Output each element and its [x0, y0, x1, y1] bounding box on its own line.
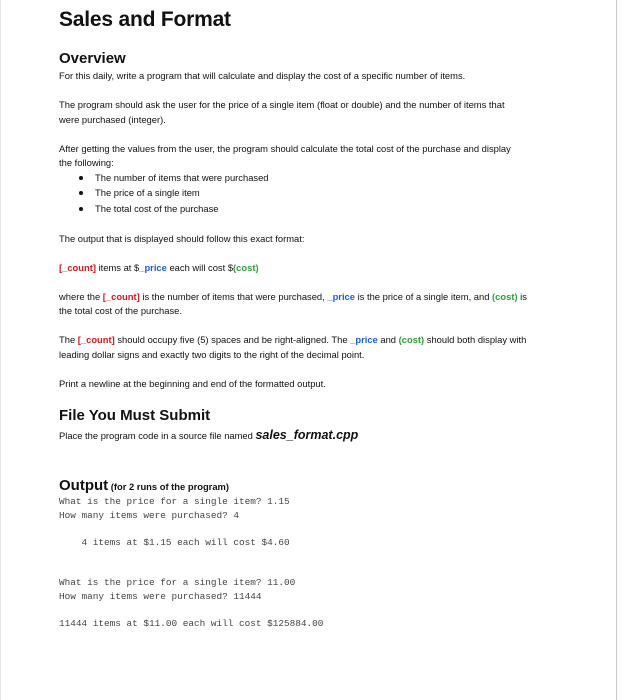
run2-result: 11444 items at $11.00 each will cost $125884.00 — [59, 618, 324, 629]
output-heading — [59, 477, 229, 494]
format-text: each will cost $ — [166, 262, 234, 273]
output-heading-text: Output — [59, 477, 109, 494]
cost-token: (cost) — [233, 262, 259, 273]
bullet-dot — [79, 207, 83, 211]
where-text: is the number of items that were purchased, — [139, 291, 328, 302]
bullet-item: The price of a single item — [95, 187, 200, 198]
format-text: items at $ — [95, 262, 140, 273]
occupy-line1 — [59, 333, 526, 346]
format-line — [59, 261, 259, 274]
where-text: is — [517, 291, 527, 302]
format-intro: The output that is displayed should follow this exact format: — [59, 233, 305, 244]
occupy-text: The — [59, 334, 78, 345]
bullet-item: The total cost of the purchase — [95, 203, 219, 214]
price-token: _price — [327, 291, 355, 302]
where-line1 — [59, 290, 527, 303]
submit-text-prefix: Place the program code in a source file named — [59, 430, 256, 441]
cost-token: (cost) — [492, 291, 518, 302]
count-token: [_count] — [77, 334, 115, 345]
where-text: is the price of a single item, and — [354, 291, 493, 302]
occupy-line2: leading dollar signs and exactly two digits to the right of the decimal point. — [59, 349, 365, 360]
cost-token: (cost) — [398, 334, 425, 345]
count-token: [_count] — [59, 262, 96, 273]
bullet-item: The number of items that were purchased — [95, 172, 269, 183]
submit-filename: sales_format.cpp — [255, 428, 359, 442]
run1-line2: How many items were purchased? 4 — [59, 510, 240, 521]
after-paragraph-line2: the following: — [59, 157, 114, 168]
occupy-text: and — [377, 334, 399, 345]
ask-paragraph-line2: were purchased (integer). — [59, 114, 166, 125]
count-token: [_count] — [102, 291, 140, 302]
submit-text — [59, 429, 358, 442]
page-title: Sales and Format — [59, 8, 231, 31]
bullet-dot — [79, 176, 83, 180]
newline-instruction: Print a newline at the beginning and end of the formatted output. — [59, 378, 326, 389]
run2-line1: What is the price for a single item? 11.00 — [59, 577, 296, 588]
output-subheading: (for 2 runs of the program) — [108, 481, 229, 492]
occupy-text: should both display with — [424, 334, 527, 345]
run1-result: 4 items at $1.15 each will cost $4.60 — [59, 537, 290, 548]
submit-heading: File You Must Submit — [59, 407, 211, 424]
ask-paragraph-line1: The program should ask the user for the price of a single item (float or double) and the number of items that — [59, 99, 505, 110]
where-line2: the total cost of the purchase. — [59, 305, 182, 316]
after-paragraph-line1: After getting the values from the user, the program should calculate the total cost of the purchase and display — [59, 143, 511, 154]
overview-intro: For this daily, write a program that will calculate and display the cost of a specific number of items. — [59, 70, 466, 81]
overview-heading: Overview — [59, 50, 126, 67]
occupy-text: should occupy five (5) spaces and be right-aligned. The — [114, 334, 351, 345]
run2-line2: How many items were purchased? 11444 — [59, 591, 262, 602]
where-text: where the — [59, 291, 103, 302]
bullet-dot — [79, 191, 83, 195]
run1-line1: What is the price for a single item? 1.15 — [59, 496, 290, 507]
price-token: _price — [139, 262, 167, 273]
price-token: _price — [350, 334, 378, 345]
